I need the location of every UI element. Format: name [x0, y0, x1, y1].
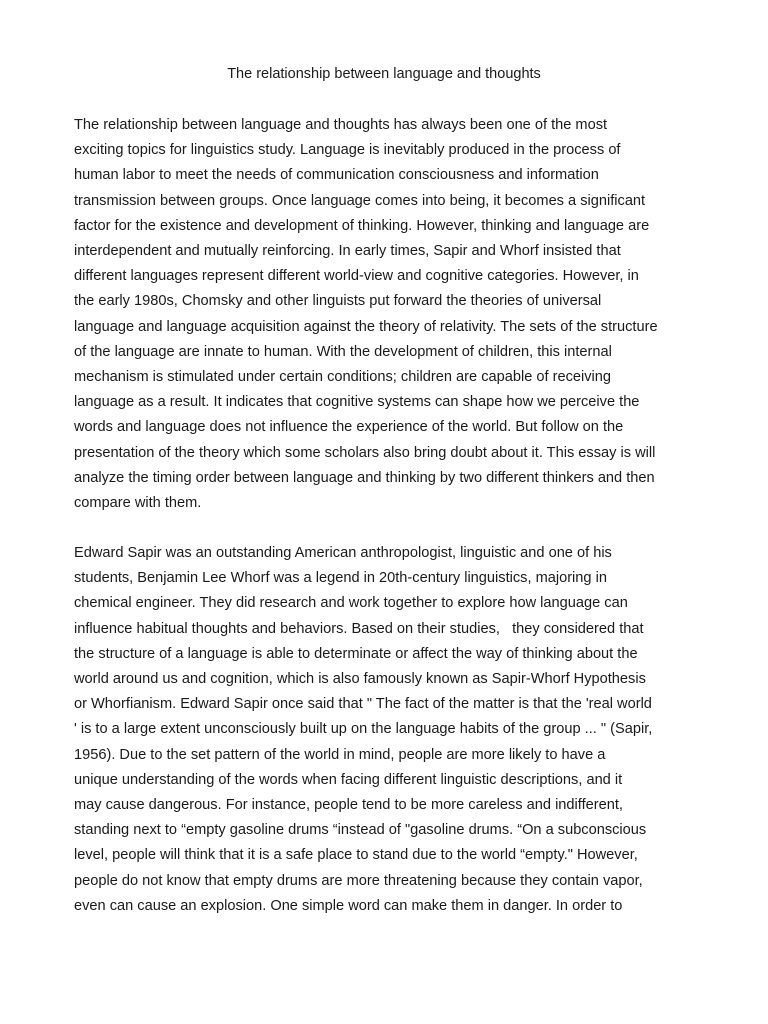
text-line: language and language acquisition against the theory of relativity. The sets of the structure	[74, 318, 658, 335]
text-line: different languages represent different world-view and cognitive categories. However, in	[74, 268, 639, 285]
text-line: may cause dangerous. For instance, people tend to be more careless and indifferent,	[74, 797, 623, 814]
document-title: The relationship between language and thoughts	[227, 66, 541, 82]
text-line: level, people will think that it is a safe place to stand due to the world “empty." However,	[74, 847, 638, 864]
text-line: interdependent and mutually reinforcing. In early times, Sapir and Whorf insisted that	[74, 243, 621, 260]
text-line: Edward Sapir was an outstanding American anthropologist, linguistic and one of his	[74, 545, 612, 561]
text-line: or Whorfianism. Edward Sapir once said that " The fact of the matter is that the 'real world	[74, 696, 652, 713]
text-line: influence habitual thoughts and behaviors. Based on their studies, they considered that	[74, 620, 644, 637]
text-line: The relationship between language and thoughts has always been one of the most	[74, 117, 608, 133]
text-line: the structure of a language is able to determinate or affect the way of thinking about the	[74, 645, 638, 662]
text-line: mechanism is stimulated under certain conditions; children are capable of receiving	[74, 369, 612, 386]
text-line: unique understanding of the words when facing different linguistic descriptions, and it	[74, 771, 623, 788]
text-line: 1956). Due to the set pattern of the world in mind, people are more likely to have a	[74, 746, 606, 763]
text-line: world around us and cognition, which is also famously known as Sapir-Whorf Hypothesis	[74, 671, 646, 688]
text-line: factor for the existence and development of thinking. However, thinking and language are	[74, 217, 650, 234]
text-line: exciting topics for linguistics study. Language is inevitably produced in the process of	[74, 142, 621, 159]
text-line: analyze the timing order between language and thinking by two different thinkers and then	[74, 469, 655, 486]
text-line: the early 1980s, Chomsky and other linguists put forward the theories of universal	[74, 293, 602, 310]
text-line: human labor to meet the needs of communication consciousness and information	[74, 167, 599, 184]
text-line: compare with them.	[74, 495, 202, 512]
text-line: words and language does not influence the experience of the world. But follow on the	[74, 419, 624, 436]
text-line: even can cause an explosion. One simple word can make them in danger. In order to	[74, 897, 623, 914]
text-line: of the language are innate to human. With the development of children, this internal	[74, 343, 612, 360]
text-line: transmission between groups. Once language comes into being, it becomes a significant	[74, 192, 646, 209]
paragraph-sapir-whorf	[74, 541, 714, 919]
text-line: presentation of the theory which some scholars also bring doubt about it. This essay is will	[74, 444, 656, 461]
text-line: ' is to a large extent unconsciously built up on the language habits of the group ... " (Sapir,	[74, 721, 653, 738]
text-line: chemical engineer. They did research and work together to explore how language can	[74, 595, 628, 612]
text-line: standing next to “empty gasoline drums “instead of "gasoline drums. “On a subconscious	[74, 822, 647, 839]
text-line: language as a result. It indicates that cognitive systems can shape how we perceive the	[74, 394, 640, 411]
text-line: people do not know that empty drums are more threatening because they contain vapor,	[74, 872, 643, 889]
paragraph-introduction	[74, 113, 714, 516]
text-line: students, Benjamin Lee Whorf was a legend in 20th-century linguistics, majoring in	[74, 570, 607, 587]
